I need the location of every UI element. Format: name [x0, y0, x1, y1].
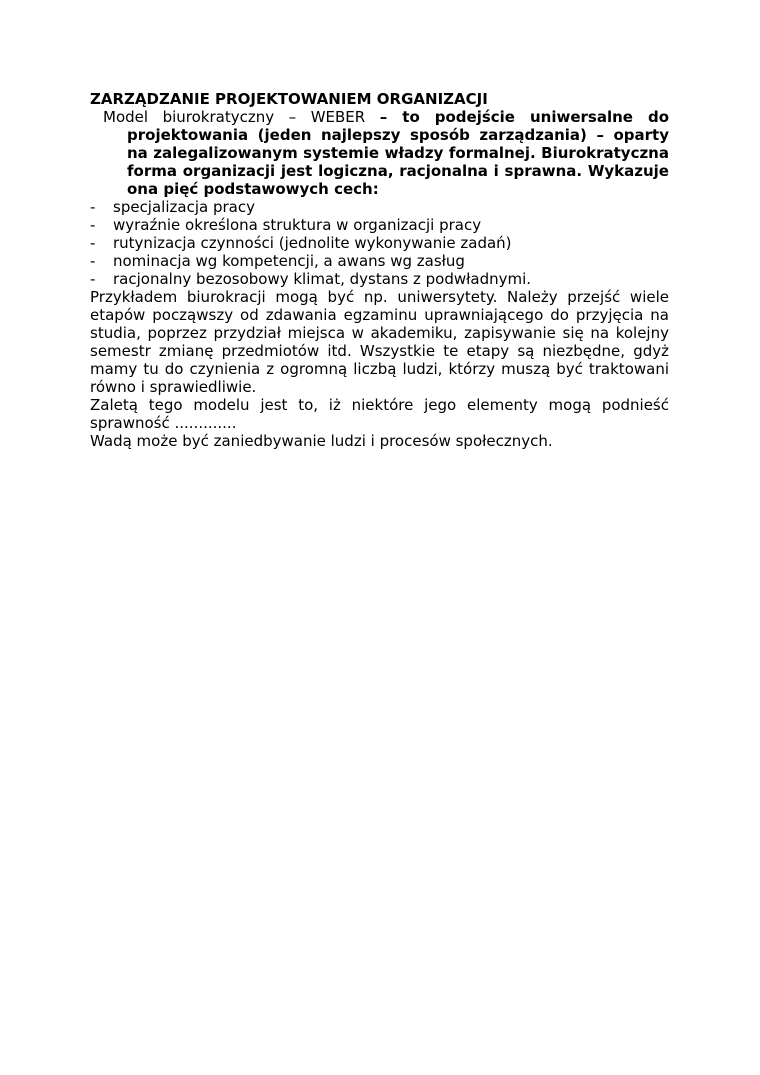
intro-paragraph — [90, 108, 669, 198]
list-item — [90, 198, 669, 216]
intro-bold-text: – to podejście uniwersalne do projektowania (jeden najlepszy sposób zarządzania) – oparty na zalegalizowanym systemie władzy formalnej. Biurokratyczna forma organizacji jest logiczna, racjonalna i sprawna. Wykazuje ona pięć podstawowych cech: — [127, 108, 669, 198]
document-title: ZARZĄDZANIE PROJEKTOWANIEM ORGANIZACJI — [90, 90, 488, 108]
example-paragraph: Przykładem biurokracji mogą być np. uniwersytety. Należy przejść wiele etapów począwszy od zdawania egzaminu uprawniającego do przyjęcia na studia, poprzez przydział miejsca w akademiku, zapisywanie się na kolejny semestr zmianę przedmiotów itd. Wszystkie te etapy są niezbędne, gdyż mamy tu do czynienia z ogromną liczbą ludzi, którzy muszą być traktowani równo i sprawiedliwie. — [90, 288, 669, 396]
list-item-text: rutynizacja czynności (jednolite wykonywanie zadań) — [113, 234, 512, 252]
bullet-dash: - — [90, 270, 96, 288]
bullet-dash: - — [90, 252, 96, 270]
list-item — [90, 270, 669, 288]
document-page — [90, 90, 669, 450]
list-item-text: racjonalny bezosobowy klimat, dystans z podwładnymi. — [113, 270, 532, 288]
bullet-dash: - — [90, 216, 96, 234]
list-item — [90, 216, 669, 234]
list-item — [90, 234, 669, 252]
list-item — [90, 252, 669, 270]
features-list — [90, 198, 669, 288]
disadvantage-paragraph: Wadą może być zaniedbywanie ludzi i procesów społecznych. — [90, 432, 553, 450]
list-item-text: specjalizacja pracy — [113, 198, 255, 216]
list-item-text: nominacja wg kompetencji, a awans wg zasług — [113, 252, 465, 270]
list-item-text: wyraźnie określona struktura w organizacji pracy — [113, 216, 482, 234]
bullet-dash: - — [90, 234, 96, 252]
intro-normal-text: Model biurokratyczny – WEBER — [103, 108, 380, 126]
advantage-paragraph: Zaletą tego modelu jest to, iż niektóre jego elementy mogą podnieść sprawność ............. — [90, 396, 669, 432]
bullet-dash: - — [90, 198, 96, 216]
